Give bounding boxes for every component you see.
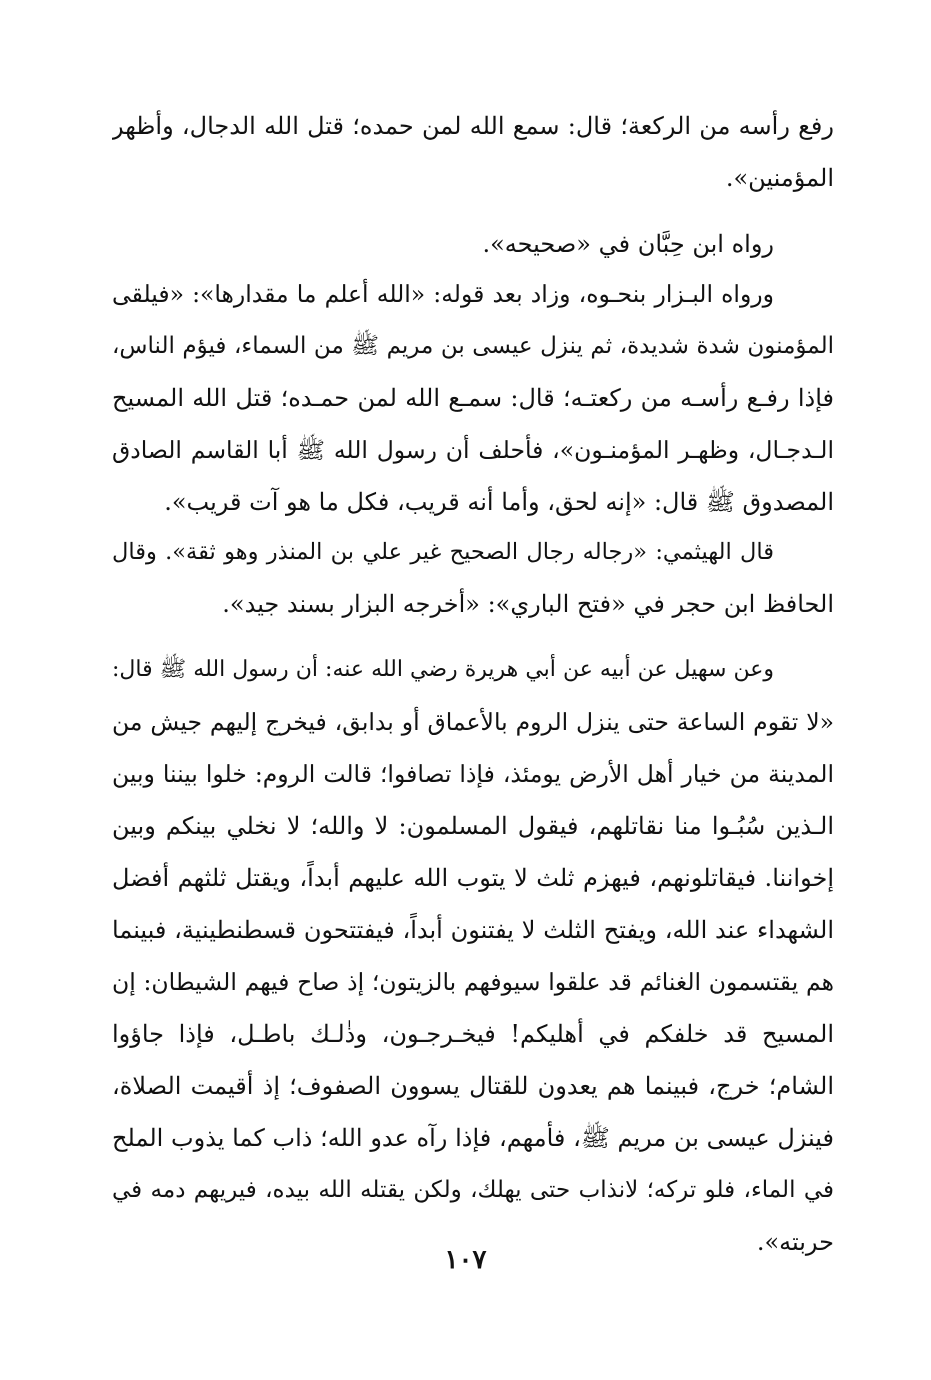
text-line: فينزل عيسى بن مريم ﷺ، فأمهم، فإذا رآه عدو الله؛ ذاب كما يذوب الملح (112, 1124, 834, 1152)
page-number: ١٠٧ (444, 1245, 487, 1275)
text-line: في الماء، فلو تركه؛ لانذاب حتى يهلك، ولكن يقتله الله بيده، فيريهم دمه في (112, 1177, 834, 1203)
text-line: إخواننا. فيقاتلونهم، فيهزم ثلث لا يتوب الله عليهم أبداً، ويقتل ثلثهم أفضل (112, 864, 834, 892)
paragraph-suhail-hadith (112, 644, 834, 1268)
text-line: المؤمنون شدة شديدة، ثم ينزل عيسى بن مريم ﷺ من السماء، فيؤم الناس، (112, 333, 834, 359)
text-line: «لا تقوم الساعة حتى ينزل الروم بالأعماق أو بدابق، فيخرج إليهم جيش من (112, 708, 834, 736)
text-line: رواه ابن حِبَّان في «صحيحه». (482, 230, 774, 258)
paragraph-haythami-grading (112, 526, 834, 630)
text-line: المسيح قد خلفكم في أهليكم! فيخـرجـون، وذٰلـك باطـل، فإذا جاؤوا (112, 1020, 834, 1048)
text-line: حربته». (756, 1228, 834, 1256)
text-line: ورواه البـزار بنحـوه، وزاد بعد قوله: «الله أعلم ما مقدارها»: «فيلقى (112, 280, 774, 308)
paragraph-bazzar-narration (112, 268, 834, 528)
text-line: المؤمنين». (725, 164, 834, 192)
text-line: الـذين سُبُـوا منا نقاتلهم، فيقول المسلمون: لا والله؛ لا نخلي بينكم وبين (112, 812, 834, 840)
text-line: الشهداء عند الله، ويفتح الثلث لا يفتنون أبداً، فيفتتحون قسطنطينية، فبينما (112, 916, 834, 944)
text-line: المصدوق ﷺ قال: «إنه لحق، وأما أنه قريب، فكل ما هو آت قريب». (164, 488, 834, 516)
text-line: فإذا رفـع رأسـه من ركعتـه؛ قال: سمـع الله لمن حمـده؛ قتل الله المسيح (112, 384, 834, 412)
text-line: هم يقتسمون الغنائم قد علقوا سيوفهم بالزيتون؛ إذ صاح فيهم الشيطان: إن (112, 968, 834, 996)
text-line: الشام؛ خرج، فبينما هم يعدون للقتال يسوون الصفوف؛ إذ أقيمت الصلاة، (112, 1072, 834, 1100)
text-line: المدينة من خيار أهل الأرض يومئذ، فإذا تصافوا؛ قالت الروم: خلوا بيننا وبين (112, 760, 834, 788)
text-line: الحافظ ابن حجر في «فتح الباري»: «أخرجه البزار بسند جيد». (222, 590, 834, 618)
paragraph-source-ibn-hibban (112, 218, 834, 270)
text-line: رفع رأسه من الركعة؛ قال: سمع الله لمن حمده؛ قتل الله الدجال، وأظهر (112, 112, 834, 140)
text-line: الـدجـال، وظهـر المؤمنـون»، فأحلف أن رسول الله ﷺ أبا القاسم الصادق (112, 436, 834, 464)
text-line: وعن سهيل عن أبيه عن أبي هريرة رضي الله عنه: أن رسول الله ﷺ قال: (112, 657, 774, 682)
text-line: قال الهيثمي: «رجاله رجال الصحيح غير علي بن المنذر وهو ثقة». وقال (112, 539, 774, 565)
paragraph-hadith-ending (112, 100, 834, 204)
